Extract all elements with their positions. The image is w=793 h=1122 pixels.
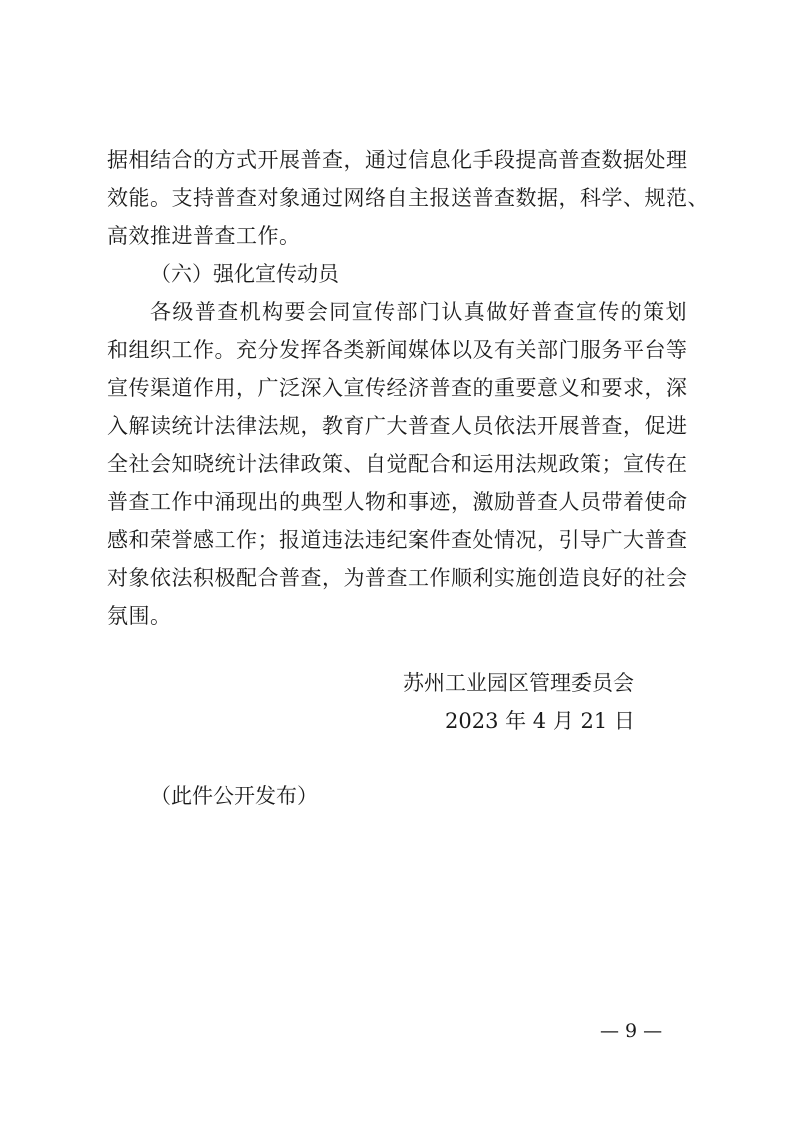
section-heading: （六）强化宣传动员 <box>150 262 339 286</box>
paragraph-line: 和组织工作。充分发挥各类新闻媒体以及有关部门服务平台等 <box>107 338 688 362</box>
paragraph-line: 全社会知晓统计法律政策、自觉配合和运用法规政策；宣传在 <box>107 452 688 476</box>
signature-date: 2023 年 4 月 21 日 <box>445 709 635 733</box>
paragraph-line: 各级普查机构要会同宣传部门认真做好普查宣传的策划 <box>150 300 687 324</box>
paragraph-line: 高效推进普查工作。 <box>107 224 301 248</box>
paragraph-line: 感和荣誉感工作；报道违法违纪案件查处情况，引导广大普查 <box>107 528 688 552</box>
signature-organization: 苏州工业园区管理委员会 <box>403 671 634 695</box>
paragraph-line: 入解读统计法律法规，教育广大普查人员依法开展普查，促进 <box>107 414 688 438</box>
page-number: — 9 — <box>600 1020 663 1042</box>
paragraph-line: 宣传渠道作用，广泛深入宣传经济普查的重要意义和要求，深 <box>107 376 688 400</box>
paragraph-line: 对象依法积极配合普查，为普查工作顺利实施创造良好的社会 <box>107 566 688 590</box>
paragraph-line: 氛围。 <box>107 604 172 628</box>
paragraph-line: 效能。支持普查对象通过网络自主报送普查数据，科学、规范、 <box>107 186 709 210</box>
paragraph-line: 据相结合的方式开展普查，通过信息化手段提高普查数据处理 <box>107 148 688 172</box>
paragraph-line: 普查工作中涌现出的典型人物和事迹，激励普查人员带着使命 <box>107 490 688 514</box>
publication-note: （此件公开发布） <box>150 784 318 808</box>
